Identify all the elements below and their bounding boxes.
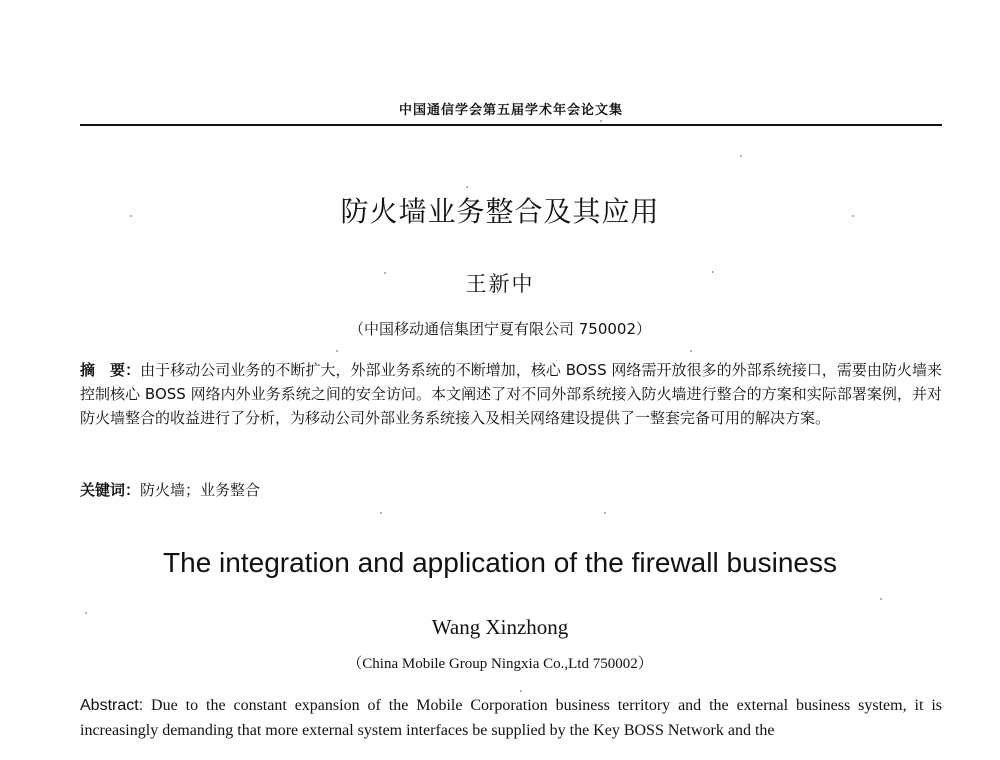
chinese-abstract-label: 摘 要： [80,361,141,379]
english-author: Wang Xinzhong [431,615,569,639]
scan-speck [604,512,606,514]
chinese-author: 王新中 [465,272,535,296]
running-header: 中国通信学会第五届学术年会论文集 [398,103,623,118]
header-rule [80,124,942,126]
scan-speck [520,690,522,692]
english-abstract-label: Abstract: [80,697,144,714]
scan-speck [600,120,602,122]
english-affiliation: （China Mobile Group Ningxia Co.,Ltd 750002） [347,656,653,672]
scan-speck [852,215,854,217]
scan-speck [466,186,468,188]
scan-speck [712,271,714,273]
scan-speck [130,215,132,217]
scan-speck [690,350,692,352]
chinese-keywords [80,479,942,501]
chinese-abstract [80,358,942,430]
english-title: The integration and application of the firewall business [163,547,837,578]
scan-speck [880,598,882,600]
chinese-affiliation: （中国移动通信集团宁夏有限公司 750002） [348,320,652,338]
scan-speck [336,350,338,352]
scan-speck [740,155,742,157]
chinese-keywords-text: 防火墙；业务整合 [140,481,261,499]
chinese-keywords-label: 关键词： [80,481,141,499]
scan-speck [380,512,382,514]
english-abstract-text: Due to the constant expansion of the Mobile Corporation business territory and the external business system, it is increasingly demanding that more external system interfaces be supplied by the Key BOSS Network and the [80,697,942,739]
english-abstract [80,693,942,743]
scan-speck [85,612,87,614]
chinese-title: 防火墙业务整合及其应用 [340,195,660,228]
chinese-abstract-text: 由于移动公司业务的不断扩大，外部业务系统的不断增加，核心 BOSS 网络需开放很多的外部系统接口，需要由防火墙来控制核心 BOSS 网络内外业务系统之间的安全访问。本文阐述了对不同外部系统接入防火墙进行整合的方案和实际部署案例，并对防火墙整合的收益进行了分析，为移动公司外部业务系统接入及相关网络建设提供了一整套完备可用的解决方案。 [80,361,942,427]
scan-speck [384,272,386,274]
